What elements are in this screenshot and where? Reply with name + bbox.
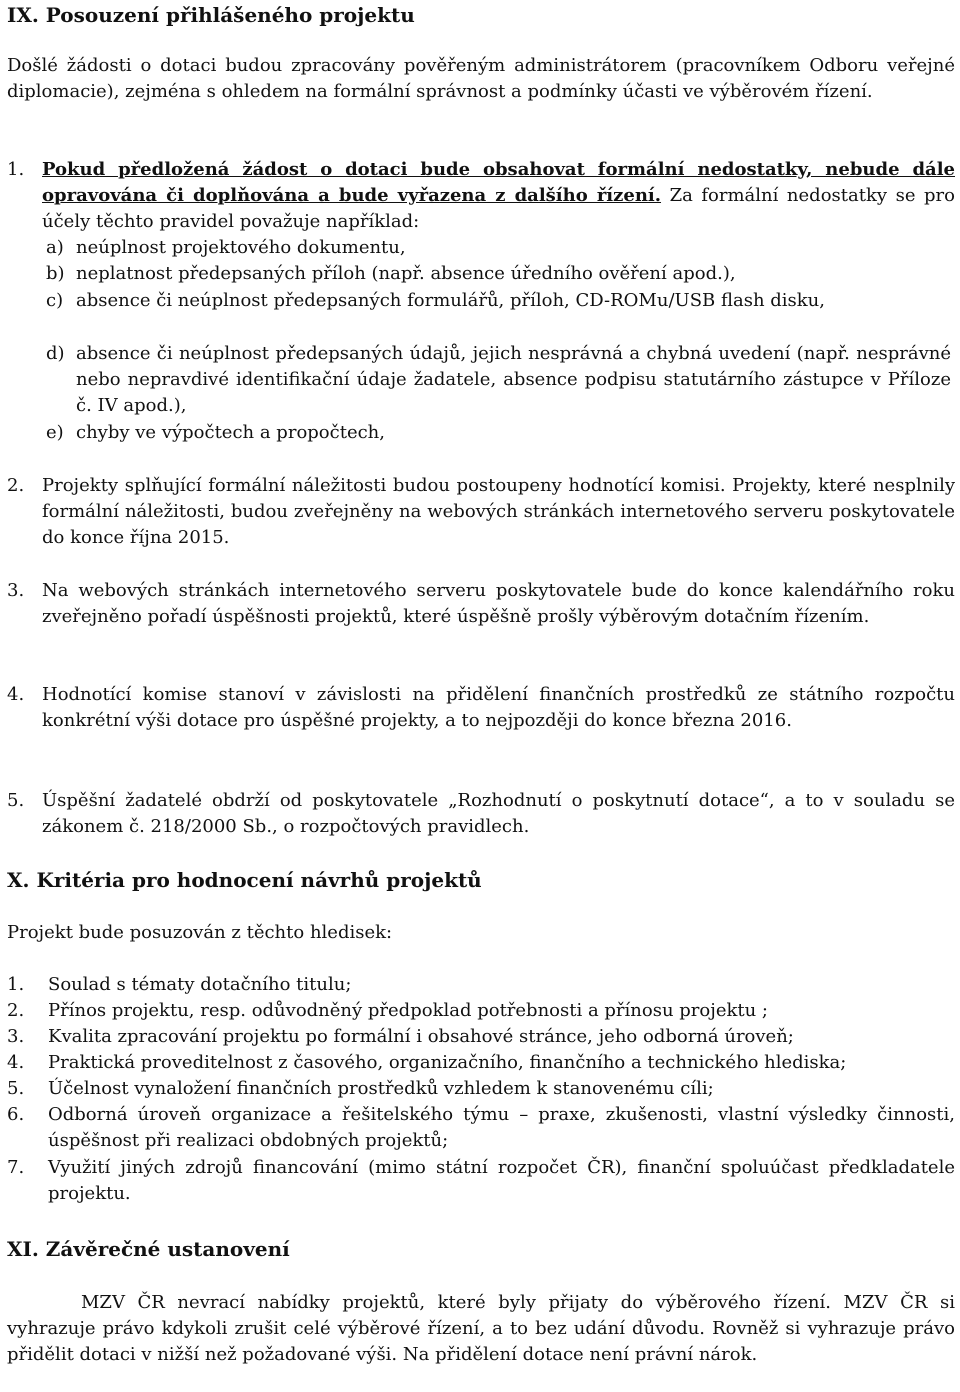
subitem-e bbox=[46, 420, 951, 446]
section-xi-heading: XI. Závěrečné ustanovení bbox=[7, 1237, 290, 1261]
subitem-text: chyby ve výpočtech a propočtech, bbox=[76, 422, 385, 443]
criterion-number: 3. bbox=[7, 1026, 25, 1047]
item-number: 4. bbox=[7, 684, 25, 705]
criterion-text: Soulad s tématy dotačního titulu; bbox=[48, 974, 352, 995]
criterion-6 bbox=[7, 1102, 955, 1154]
criterion-2 bbox=[7, 998, 955, 1024]
section-ix-item-5 bbox=[7, 788, 955, 840]
criterion-4 bbox=[7, 1050, 955, 1076]
criterion-3 bbox=[7, 1024, 955, 1050]
criterion-number: 7. bbox=[7, 1157, 25, 1178]
criterion-text: Využití jiných zdrojů financování (mimo státní rozpočet ČR), finanční spoluúčast předkladatele projektu. bbox=[48, 1157, 955, 1204]
item-1-text: Za formální nedostatky se pro účely těchto pravidel považuje například: bbox=[42, 185, 955, 232]
section-ix-item-3 bbox=[7, 578, 955, 630]
criterion-text: Kvalita zpracování projektu po formální i obsahové stránce, jeho odborná úroveň; bbox=[48, 1026, 794, 1047]
criterion-number: 1. bbox=[7, 974, 25, 995]
section-ix-item-4 bbox=[7, 682, 955, 734]
section-x-intro: Projekt bude posuzován z těchto hledisek: bbox=[7, 922, 393, 943]
criterion-5 bbox=[7, 1076, 955, 1102]
item-1-lead: Pokud předložená žádost o dotaci bude obsahovat formální nedostatky, nebude dále opravována či doplňována a bude vyřazena z dalšího řízení. bbox=[42, 159, 955, 206]
section-x-heading: X. Kritéria pro hodnocení návrhů projektů bbox=[7, 868, 482, 892]
subitem-letter: b) bbox=[46, 263, 65, 284]
item-number: 3. bbox=[7, 580, 25, 601]
section-ix-intro: Došlé žádosti o dotaci budou zpracovány pověřeným administrátorem (pracovníkem Odboru veřejné diplomacie), zejména s ohledem na formální správnost a podmínky účasti ve výběrovém řízení. bbox=[7, 55, 955, 102]
subitem-b bbox=[46, 261, 951, 287]
item-number: 2. bbox=[7, 475, 25, 496]
criterion-number: 6. bbox=[7, 1104, 25, 1125]
subitem-c bbox=[46, 288, 951, 314]
criterion-7 bbox=[7, 1155, 955, 1207]
item-number: 5. bbox=[7, 790, 25, 811]
item-text: Projekty splňující formální náležitosti budou postoupeny hodnotící komisi. Projekty, které nesplnily formální náležitosti, budou zveřejněny na webových stránkách internetového serveru poskytovatele do konce října 2015. bbox=[42, 475, 955, 548]
item-number: 1. bbox=[7, 159, 25, 180]
item-body bbox=[42, 157, 955, 235]
criterion-text: Účelnost vynaložení finančních prostředků vzhledem k stanovenému cíli; bbox=[48, 1078, 714, 1099]
subitem-a bbox=[46, 235, 951, 261]
section-ix-item-2 bbox=[7, 473, 955, 551]
subitem-text: neúplnost projektového dokumentu, bbox=[76, 237, 406, 258]
subitem-letter: a) bbox=[46, 237, 64, 258]
item-text: Na webových stránkách internetového serveru poskytovatele bude do konce kalendářního roku zveřejněno pořadí úspěšnosti projektů, které úspěšně prošly výběrovým dotačním řízením. bbox=[42, 580, 955, 627]
criterion-text: Přínos projektu, resp. odůvodněný předpoklad potřebnosti a přínosu projektu ; bbox=[48, 1000, 768, 1021]
criterion-text: Praktická proveditelnost z časového, organizačního, finančního a technického hlediska; bbox=[48, 1052, 847, 1073]
section-ix-item-1 bbox=[7, 157, 955, 235]
subitem-letter: e) bbox=[46, 422, 64, 443]
criterion-number: 4. bbox=[7, 1052, 25, 1073]
subitem-d bbox=[46, 341, 951, 419]
criterion-text: Odborná úroveň organizace a řešitelského týmu – praxe, zkušenosti, vlastní výsledky činnosti, úspěšnost při realizaci obdobných projektů; bbox=[48, 1104, 955, 1151]
subitem-letter: c) bbox=[46, 290, 64, 311]
criterion-1 bbox=[7, 972, 955, 998]
subitem-text: absence či neúplnost předepsaných formulářů, příloh, CD-ROMu/USB flash disku, bbox=[76, 290, 825, 311]
criterion-number: 5. bbox=[7, 1078, 25, 1099]
section-xi-text: MZV ČR nevrací nabídky projektů, které byly přijaty do výběrového řízení. MZV ČR si vyhrazuje právo kdykoli zrušit celé výběrové řízení, a to bez udání důvodu. Rovněž si vyhrazuje právo přidělit dotaci v nižší než požadované výši. Na přidělení dotace není právní nárok. bbox=[7, 1292, 955, 1365]
section-ix-heading: IX. Posouzení přihlášeného projektu bbox=[7, 3, 415, 27]
item-text: Hodnotící komise stanoví v závislosti na přidělení finančních prostředků ze státního rozpočtu konkrétní výši dotace pro úspěšné projekty, a to nejpozději do konce března 2016. bbox=[42, 684, 955, 731]
subitem-letter: d) bbox=[46, 343, 65, 364]
subitem-text: absence či neúplnost předepsaných údajů, jejich nesprávná a chybná uvedení (např. nesprávné nebo nepravdivé identifikační údaje žadatele, absence podpisu statutárního zástupce v Příloze č. IV apod.), bbox=[76, 343, 951, 416]
subitem-text: neplatnost předepsaných příloh (např. absence úředního ověření apod.), bbox=[76, 263, 736, 284]
item-text: Úspěšní žadatelé obdrží od poskytovatele „Rozhodnutí o poskytnutí dotace“, a to v souladu se zákonem č. 218/2000 Sb., o rozpočtových pravidlech. bbox=[42, 790, 955, 837]
criterion-number: 2. bbox=[7, 1000, 25, 1021]
